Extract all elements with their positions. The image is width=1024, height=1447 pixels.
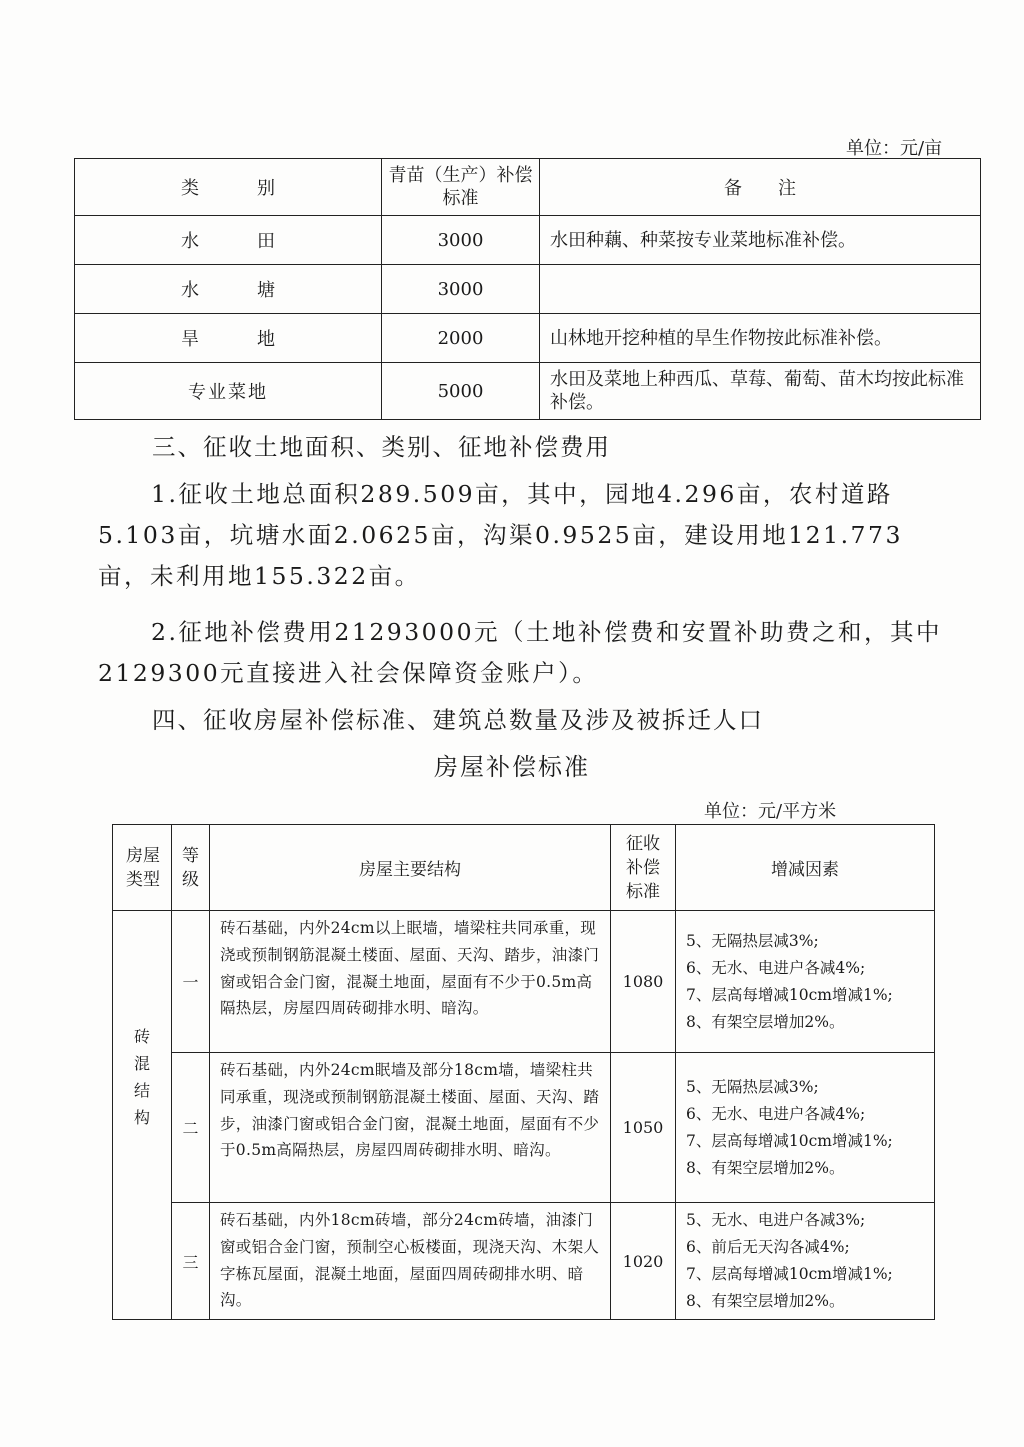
factor-item: 8、有架空层增加2%。	[686, 1158, 845, 1177]
header-structure: 房屋主要结构	[210, 825, 611, 911]
factor-item: 6、无水、电进户各减4%;	[686, 1104, 866, 1123]
row-category: 水 塘	[75, 265, 382, 314]
row-standard: 1080	[611, 911, 676, 1053]
header-type: 房屋类型	[113, 825, 172, 911]
factor-item: 8、有架空层增加2%。	[686, 1292, 845, 1310]
header-factors: 增减因素	[676, 825, 935, 911]
table-row	[113, 911, 935, 1053]
row-factors	[676, 911, 935, 1053]
row-structure: 砖石基础，内外24cm以上眠墙，墙梁柱共同承重，现浇或预制钢筋混凝土楼面、屋面、天沟、踏步，油漆门窗或铝合金门窗，混凝土地面，屋面有不少于0.5m高隔热层，房屋四周砖砌排水明、暗沟。	[210, 911, 611, 1053]
row-structure: 砖石基础，内外18cm砖墙，部分24cm砖墙，油漆门窗或铝合金门窗，预制空心板楼面，现浇天沟、木架人字栋瓦屋面，混凝土地面，屋面四周砖砌排水明、暗沟。	[210, 1203, 611, 1320]
crop-compensation-table	[74, 158, 981, 420]
table-row	[75, 265, 981, 314]
header-standard: 青苗（生产）补偿标准	[382, 159, 540, 216]
row-remark	[540, 265, 981, 314]
row-remark: 水田及菜地上种西瓜、草莓、葡萄、苗木均按此标准补偿。	[540, 363, 981, 420]
row-category: 专业菜地	[75, 363, 382, 420]
factor-item: 5、无隔热层减3%;	[686, 1077, 819, 1096]
row-category: 旱 地	[75, 314, 382, 363]
factor-item: 6、无水、电进户各减4%;	[686, 958, 866, 977]
row-factors	[676, 1053, 935, 1203]
header-category: 类 别	[75, 159, 382, 216]
section4-title: 四、征收房屋补偿标准、建筑总数量及涉及被拆迁人口	[152, 706, 764, 734]
factor-item: 6、前后无天沟各减4%;	[686, 1238, 850, 1256]
section3-paragraph-1: 1.征收土地总面积289.509亩，其中，园地4.296亩，农村道路5.103亩，坑塘水面2.0625亩，沟渠0.9525亩，建设用地121.773亩，未利用地155.322亩。	[98, 480, 903, 590]
factor-item: 5、无水、电进户各减3%;	[686, 1211, 866, 1229]
row-category: 水 田	[75, 216, 382, 265]
table-row	[75, 216, 981, 265]
house-table-title: 房屋补偿标准	[434, 753, 590, 781]
row-standard: 1020	[611, 1203, 676, 1320]
row-standard: 2000	[382, 314, 540, 363]
row-grade: 一	[172, 911, 210, 1053]
factor-item: 7、层高每增减10cm增减1%;	[686, 1131, 893, 1150]
factor-item: 5、无隔热层减3%;	[686, 931, 819, 950]
row-standard: 3000	[382, 216, 540, 265]
row-remark: 山林地开挖种植的旱生作物按此标准补偿。	[540, 314, 981, 363]
table-row	[75, 314, 981, 363]
row-grade: 二	[172, 1053, 210, 1203]
house-table-unit: 单位：元/平方米	[704, 801, 837, 822]
row-standard: 5000	[382, 363, 540, 420]
factor-item: 8、有架空层增加2%。	[686, 1012, 845, 1031]
row-standard: 1050	[611, 1053, 676, 1203]
house-compensation-table	[112, 824, 935, 1320]
table-row	[113, 1053, 935, 1203]
row-factors	[676, 1203, 935, 1320]
header-remark: 备 注	[540, 159, 981, 216]
row-standard: 3000	[382, 265, 540, 314]
row-remark: 水田种藕、种菜按专业菜地标准补偿。	[540, 216, 981, 265]
section3-title: 三、征收土地面积、类别、征地补偿费用	[152, 433, 611, 461]
crop-table-unit: 单位：元/亩	[846, 138, 943, 159]
factor-item: 7、层高每增减10cm增减1%;	[686, 985, 893, 1004]
row-structure: 砖石基础，内外24cm眠墙及部分18cm墙，墙梁柱共同承重，现浇或预制钢筋混凝土楼面、屋面、天沟、踏步，油漆门窗或铝合金门窗，混凝土地面，屋面有不少于0.5m高隔热层，房屋四周砖砌排水明、暗沟。	[210, 1053, 611, 1203]
table-row	[113, 1203, 935, 1320]
header-grade: 等级	[172, 825, 210, 911]
header-standard: 征收补偿标准	[611, 825, 676, 911]
factor-item: 7、层高每增减10cm增减1%;	[686, 1265, 893, 1283]
table-header-row	[75, 159, 981, 216]
row-grade: 三	[172, 1203, 210, 1320]
house-type-cell: 砖混结构	[113, 911, 172, 1320]
table-row	[75, 363, 981, 420]
table-header-row	[113, 825, 935, 911]
section3-paragraph-2: 2.征地补偿费用21293000元（土地补偿费和安置补助费之和，其中2129300元直接进入社会保障资金账户）。	[98, 618, 943, 687]
